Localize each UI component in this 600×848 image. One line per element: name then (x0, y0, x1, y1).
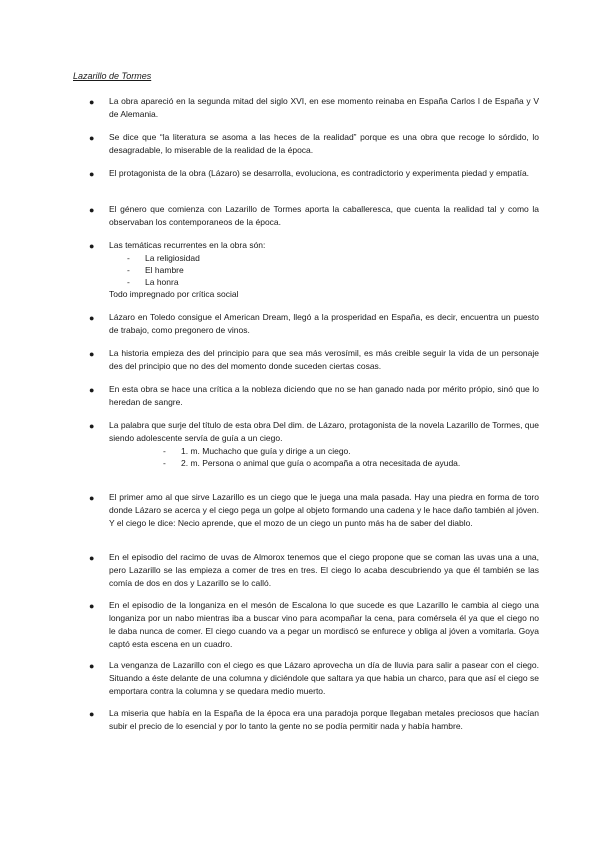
bullet-text: En el episodio de la longaniza en el mesón de Escalona lo que sucede es que Lazarillo le cambia al ciego una longaniza por un nabo mientras iba a buscar vino para acompañar la cena, para comérsela él ya que el ciego no le daba nunca de comer. El ciego cuando va a pegar un mordiscó se enfurece y obliga al jóven a vomitarla. Goya captó esta escena en un cuadro. (109, 600, 539, 649)
bullet-text: La palabra que surje del título de esta obra Del dim. de Lázaro, protagonista de la novela Lazarillo de Tormes, que siendo adolescente servía de guía a un ciego. (109, 420, 539, 443)
sub-list-item (109, 445, 539, 457)
bullet-text: El género que comienza con Lazarillo de Tormes aporta la caballeresca, que cuenta la realidad tal y como la observaban los contemporaneos de la época. (109, 204, 539, 227)
bullet-icon: ● (89, 169, 95, 179)
bullet-item (89, 491, 539, 530)
bullet-icon: ● (89, 601, 95, 611)
sub-item-text: 1. m. Muchacho que guía y dirige a un ciego. (181, 446, 351, 456)
bullet-icon: ● (89, 313, 95, 323)
bullet-icon: ● (89, 205, 95, 215)
bullet-text: El protagonista de la obra (Lázaro) se desarrolla, evoluciona, es contradictorio y experimenta piedad y empatía. (109, 168, 530, 178)
sub-list (109, 252, 539, 288)
bullet-icon: ● (89, 349, 95, 359)
dash-icon: - (163, 446, 166, 456)
sub-list (109, 445, 539, 469)
bullet-item (89, 383, 539, 409)
dash-icon: - (127, 265, 130, 275)
sub-item-text: El hambre (145, 265, 184, 275)
dash-icon: - (127, 277, 130, 287)
bullet-text: Lázaro en Toledo consigue el American Dream, llegó a la prosperidad en España, es decir, encuentra un puesto de trabajo, como pregonero de vinos. (109, 312, 539, 335)
bullet-icon: ● (89, 493, 95, 503)
bullet-item (89, 599, 539, 651)
bullet-item-definition (89, 419, 539, 469)
bullet-item (89, 707, 539, 733)
bullet-text: En el episodio del racimo de uvas de Almorox tenemos que el ciego propone que se coman las uvas una a una, pero Lazarillo se las empieza a comer de tres en tres. El ciego lo acaba descubriendo ya que él también se las comía de dos en dos y Lazarillo se lo calló. (109, 552, 539, 588)
bullet-text: El primer amo al que sirve Lazarillo es un ciego que le juega una mala pasada. Hay una piedra en forma de toro donde Lázaro se acerca y el ciego pega un golpe al objeto formando una cadena y le hace daño también al jóven. Y el ciego le dice: Necio aprende, que el mozo de un ciego un punto más ha de saber del diablo. (109, 492, 539, 528)
bullet-icon: ● (89, 709, 95, 719)
sub-item-text: La honra (145, 277, 179, 287)
sub-list-item (109, 457, 539, 469)
bullet-icon: ● (89, 661, 95, 671)
document-title: Lazarillo de Tormes (73, 71, 152, 81)
bullet-item-themes (89, 239, 539, 301)
sub-list-item (109, 276, 539, 288)
bullet-item (89, 131, 539, 157)
bullet-text: La historia empieza des del principio para que sea más verosímil, es más creible seguir la vida de un personaje des del principio que no des del momento donde suceden ciertas cosas. (109, 348, 539, 371)
bullet-text: En esta obra se hace una crítica a la nobleza diciendo que no se han ganado nada por mérito própio, sinó que lo heredan de sangre. (109, 384, 539, 407)
bullet-item (89, 167, 539, 180)
bullet-tail-text: Todo impregnado por crítica social (109, 289, 239, 299)
bullet-text: La venganza de Lazarillo con el ciego es que Lázaro aprovecha un día de lluvia para salir a pasear con el ciego. Situando a éste delante de una columna y diciéndole que saltara ya que habia un charco, para que así el ciego se emportara contra la columna y se quedara medio muerto. (109, 660, 539, 696)
bullet-icon: ● (89, 133, 95, 143)
bullet-item (89, 347, 539, 373)
sub-list-item (109, 252, 539, 264)
bullet-icon: ● (89, 385, 95, 395)
dash-icon: - (127, 253, 130, 263)
bullet-item (89, 551, 539, 590)
dash-icon: - (163, 458, 166, 468)
bullet-text: La obra apareció en la segunda mitad del siglo XVI, en ese momento reinaba en España Carlos I de España y V de Alemania. (109, 96, 539, 119)
bullet-text: Se dice que “la literatura se asoma a las heces de la realidad” porque es una obra que recoge lo sórdido, lo desagradable, lo miserable de la realidad de la época. (109, 132, 539, 155)
bullet-icon: ● (89, 97, 95, 107)
bullet-icon: ● (89, 553, 95, 563)
sub-item-text: 2. m. Persona o animal que guía o acompaña a otra necesitada de ayuda. (181, 458, 461, 468)
bullet-icon: ● (89, 241, 95, 251)
bullet-text: La miseria que había en la España de la época era una paradoja porque llegaban metales preciosos que hacían subir el precio de lo esencial y por lo tanto la gente no se podía permitir nada y había hambre. (109, 708, 539, 731)
bullet-item (89, 203, 539, 229)
bullet-icon: ● (89, 421, 95, 431)
sub-item-text: La religiosidad (145, 253, 200, 263)
bullet-item (89, 95, 539, 121)
bullet-item (89, 659, 539, 698)
bullet-text: Las temáticas recurrentes en la obra són: (109, 240, 266, 250)
bullet-item (89, 311, 539, 337)
sub-list-item (109, 264, 539, 276)
